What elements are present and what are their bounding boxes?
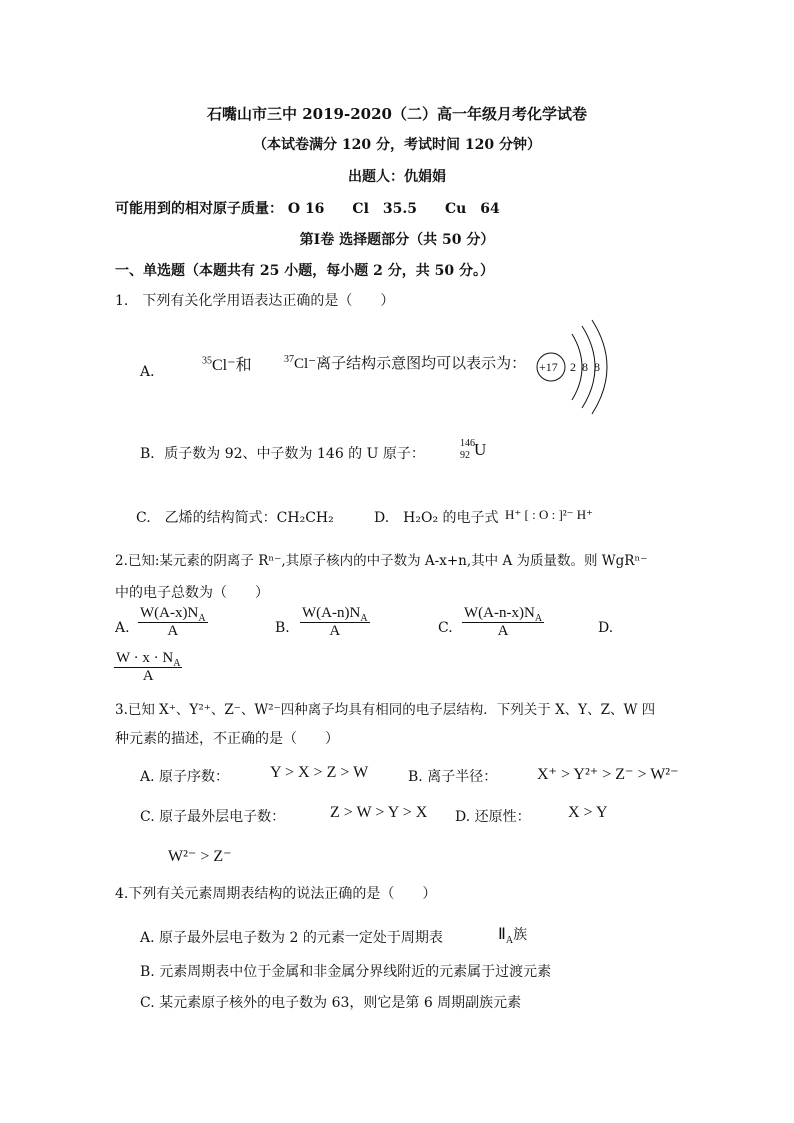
q4-option-c: C. 某元素原子核外的电子数为 63，则它是第 6 周期副族元素 — [140, 995, 522, 1011]
q1-option-a-isotope-1: $^{35}$Cl⁻和 — [202, 355, 252, 374]
page-title: 石嘴山市三中 2019-2020（二）高一年级月考化学试卷 — [207, 105, 587, 123]
q2-option-d-label: D. — [598, 620, 614, 636]
atomic-mass-line: 可能用到的相对原子质量： O 16 Cl 35.5 Cu 64 — [115, 201, 500, 217]
q1-option-c: C. 乙烯的结构简式：CH₂CH₂ — [136, 510, 334, 526]
q3-option-a-label: A. 原子序数： — [140, 769, 230, 785]
section-instruction: 一、单选题（本题共有 25 小题，每小题 2 分，共 50 分。） — [115, 263, 494, 279]
q3-option-a-math: Y > X > Z > W — [270, 764, 369, 781]
q1-option-a-isotope-2: $^{37}$Cl⁻离子结构示意图均可以表示为： — [284, 354, 527, 372]
q4-option-a-group: $Ⅱ_A$族 — [498, 926, 528, 947]
uranium-nuclide-symbol: 146 92 U — [460, 438, 487, 461]
q4-option-a: A. 原子最外层电子数为 2 的元素一定处于周期表 — [140, 930, 443, 946]
nucleus-charge-label: +17 — [539, 360, 558, 374]
q2-option-d-fraction: $\frac{W \cdot x \cdot N_A}{A}$ — [116, 650, 181, 684]
q3-option-d-label: D. 还原性： — [455, 809, 531, 825]
q2-option-a-label: A. — [115, 620, 130, 636]
q4-stem: 4.下列有关元素周期表结构的说法正确的是（ ） — [115, 886, 437, 902]
q3-option-b-label: B. 离子半径： — [408, 769, 498, 785]
q2-option-b-fraction: $\frac{W(A-n)N_A}{A}$ — [302, 605, 368, 639]
q3-option-c-math: Z > W > Y > X — [330, 804, 428, 821]
q2-option-a-fraction: $\frac{W(A-x)N_A}{A}$ — [140, 605, 206, 639]
q3-stem-line-1: 3.已知 X⁺、Y²⁺、Z⁻、W²⁻四种离子均具有相同的电子层结构．下列关于 X、Y、Z、W 四 — [115, 702, 656, 718]
q3-stem-line-2: 种元素的描述，不正确的是（ ） — [115, 731, 339, 747]
q1-option-a-label: A． — [140, 364, 165, 380]
q2-option-c-label: C. — [438, 620, 453, 636]
h2o2-electron-formula: H⁺ [ : O : ]²⁻ H⁺ — [505, 507, 594, 522]
q4-option-b: B. 元素周期表中位于金属和非金属分界线附近的元素属于过渡元素 — [140, 964, 552, 980]
q2-option-b-label: B. — [275, 620, 290, 636]
author-line: 出题人：仇娟娟 — [348, 169, 446, 185]
q3-option-d-math-2: W²⁻ > Z⁻ — [168, 848, 232, 865]
q2-stem-line-1: 2.已知:某元素的阴离子 Rⁿ⁻,其原子核内的中子数为 A-x+n,其中 A 为质量数。则 WgRⁿ⁻ — [115, 553, 648, 569]
section-title: 第Ⅰ卷 选择题部分（共 50 分） — [299, 232, 495, 248]
q2-stem-line-2: 中的电子总数为（ ） — [115, 585, 269, 601]
page-subtitle: （本试卷满分 120 分，考试时间 120 分钟） — [253, 137, 541, 153]
q3-option-d-math: X > Y — [568, 804, 608, 821]
q3-option-c-label: C. 原子最外层电子数： — [140, 809, 286, 825]
q1-option-d: D. H₂O₂ 的电子式 — [374, 510, 499, 526]
electron-shell-counts: 2 8 8 — [570, 360, 600, 374]
q1-option-b: B．质子数为 92、中子数为 146 的 U 原子： — [140, 446, 425, 462]
q3-option-b-math: X⁺ > Y²⁺ > Z⁻ > W²⁻ — [537, 766, 679, 783]
q1-stem: 1. 下列有关化学用语表达正确的是（ ） — [115, 293, 395, 309]
q2-option-c-fraction: $\frac{W(A-n-x)N_A}{A}$ — [464, 605, 543, 639]
